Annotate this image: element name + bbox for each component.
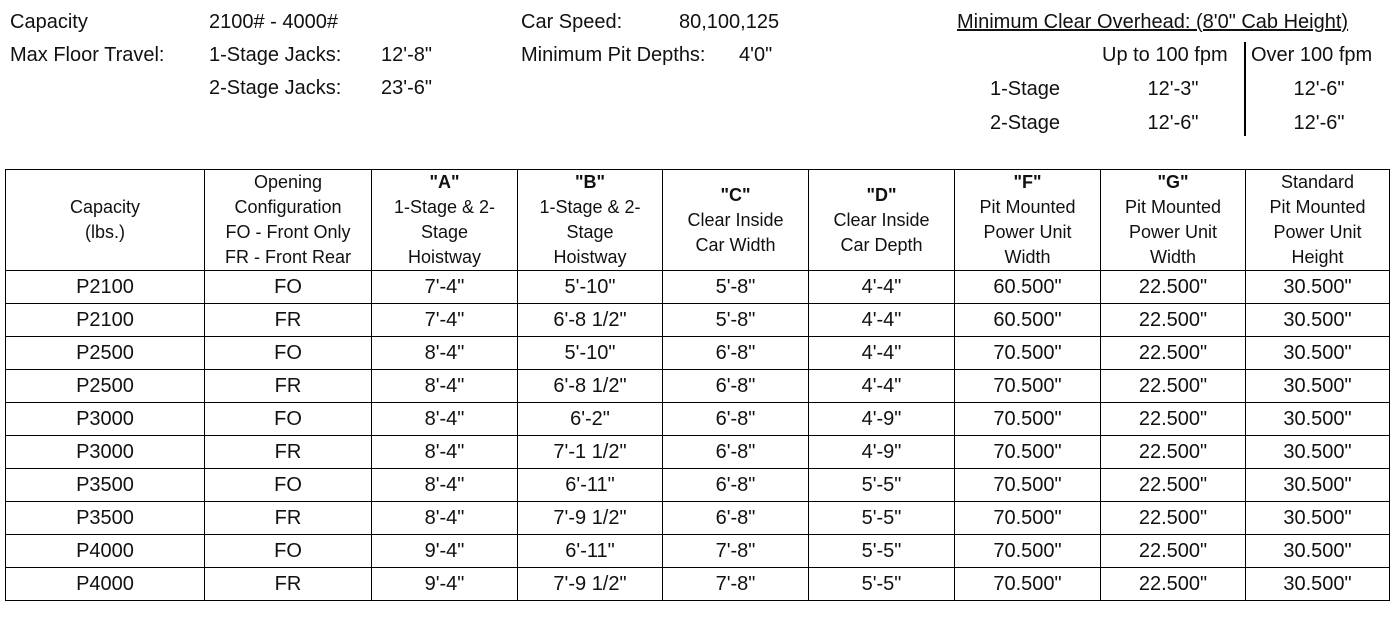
table-cell: FO (205, 271, 372, 304)
column-header (1246, 170, 1390, 271)
table-cell: 6'-8" (663, 337, 809, 370)
table-cell: 22.500" (1101, 469, 1246, 502)
table-cell: P2500 (6, 370, 205, 403)
table-cell: P3500 (6, 469, 205, 502)
table-row (6, 535, 1390, 568)
header-line: Pit Mounted (1124, 197, 1222, 217)
header-line: Standard (1280, 172, 1355, 192)
header-line: Width (1004, 247, 1051, 267)
table-row (6, 304, 1390, 337)
table-cell: P3000 (6, 436, 205, 469)
column-header (1101, 170, 1246, 271)
table-cell: 30.500" (1246, 403, 1390, 436)
table-cell: 30.500" (1246, 271, 1390, 304)
header-line: Clear Inside (687, 209, 784, 230)
table-cell: 22.500" (1101, 436, 1246, 469)
table-cell: P2500 (6, 337, 205, 370)
table-cell: 6'-2" (518, 403, 663, 436)
table-cell: 8'-4" (372, 403, 518, 436)
one-stage-label: 1-Stage Jacks: (209, 44, 342, 66)
table-cell: 4'-4" (809, 337, 955, 370)
table-cell: 4'-4" (809, 370, 955, 403)
table-cell: 6'-8" (663, 370, 809, 403)
header-line: Pit Mounted (979, 197, 1076, 217)
table-cell: 8'-4" (372, 436, 518, 469)
table-cell: 7'-9 1/2" (518, 568, 663, 601)
table-cell: 5'-5" (809, 469, 955, 502)
table-cell: FO (205, 469, 372, 502)
table-cell: 6'-8" (663, 436, 809, 469)
overhead-row-value: 12'-6" (1293, 112, 1345, 134)
column-header (205, 170, 372, 271)
header-line: Hoistway (407, 247, 482, 267)
table-cell: FR (205, 370, 372, 403)
table-cell: P2100 (6, 304, 205, 337)
header-line: (lbs.) (85, 222, 125, 242)
table-row (6, 436, 1390, 469)
table-cell: 5'-5" (809, 502, 955, 535)
table-cell: 7'-1 1/2" (518, 436, 663, 469)
column-header (518, 170, 663, 271)
table-cell: 5'-8" (663, 304, 809, 337)
table-cell: 22.500" (1101, 370, 1246, 403)
header-line: Opening (253, 172, 323, 192)
table-cell: 5'-10" (518, 337, 663, 370)
table-cell: 8'-4" (372, 502, 518, 535)
table-cell: 22.500" (1101, 535, 1246, 568)
table-cell: 6'-8" (663, 403, 809, 436)
header-line: Configuration (234, 197, 342, 217)
capacity-value: 2100# - 4000# (209, 11, 339, 33)
table-cell: 22.500" (1101, 271, 1246, 304)
table-cell: 30.500" (1246, 436, 1390, 469)
table-cell: FR (205, 502, 372, 535)
header-line: 1-Stage & 2- (393, 197, 496, 217)
table-row (6, 370, 1390, 403)
table-row (6, 337, 1390, 370)
table-cell: 70.500" (955, 502, 1101, 535)
table-cell: P3000 (6, 403, 205, 436)
two-stage-label: 2-Stage Jacks: (209, 77, 342, 99)
pit-depth-label: Minimum Pit Depths: (521, 44, 706, 66)
header-line: Height (1291, 247, 1344, 267)
two-stage-value: 23'-6" (381, 77, 432, 99)
table-cell: 8'-4" (372, 370, 518, 403)
table-cell: 4'-4" (809, 304, 955, 337)
header-line: Car Depth (840, 234, 923, 255)
table-cell: 30.500" (1246, 568, 1390, 601)
car-speed-label: Car Speed: (521, 11, 623, 33)
table-cell: FR (205, 436, 372, 469)
table-cell: 30.500" (1246, 304, 1390, 337)
overhead-row-value: 12'-6" (1147, 112, 1199, 134)
table-cell: 8'-4" (372, 337, 518, 370)
table-cell: 4'-9" (809, 403, 955, 436)
header-line: Hoistway (553, 247, 627, 267)
table-cell: 30.500" (1246, 370, 1390, 403)
table-cell: 70.500" (955, 469, 1101, 502)
table-cell: FO (205, 535, 372, 568)
header-line: Capacity (69, 197, 141, 217)
header-line: Pit Mounted (1269, 197, 1366, 217)
table-cell: 60.500" (955, 271, 1101, 304)
table-cell: 22.500" (1101, 403, 1246, 436)
table-cell: P3500 (6, 502, 205, 535)
header-line: Width (1149, 247, 1196, 267)
table-cell: 7'-9 1/2" (518, 502, 663, 535)
table-cell: 5'-10" (518, 271, 663, 304)
header-line: Power Unit (1273, 222, 1362, 242)
table-cell: 22.500" (1101, 337, 1246, 370)
spec-table-body (6, 271, 1390, 601)
table-cell: 5'-5" (809, 568, 955, 601)
spec-table-header (6, 170, 1390, 271)
overhead-col-over-100: Over 100 fpm (1251, 44, 1373, 66)
table-cell: P2100 (6, 271, 205, 304)
overhead-row-label: 2-Stage (990, 112, 1061, 134)
table-cell: 30.500" (1246, 502, 1390, 535)
overhead-col-up-to-100: Up to 100 fpm (1102, 44, 1228, 66)
table-cell: 4'-9" (809, 436, 955, 469)
table-cell: 22.500" (1101, 304, 1246, 337)
header-line: FO - Front Only (225, 222, 351, 242)
pit-depth-value: 4'0" (739, 44, 773, 66)
table-cell: 70.500" (955, 568, 1101, 601)
column-header (6, 170, 205, 271)
header-letter: "C" (720, 184, 751, 205)
table-row (6, 403, 1390, 436)
table-cell: FO (205, 337, 372, 370)
column-header (372, 170, 518, 271)
table-cell: FR (205, 304, 372, 337)
table-cell: 30.500" (1246, 469, 1390, 502)
table-cell: FR (205, 568, 372, 601)
table-cell: 30.500" (1246, 535, 1390, 568)
capacity-label: Capacity (10, 11, 88, 33)
table-cell: 7'-8" (663, 568, 809, 601)
column-header (955, 170, 1101, 271)
header-letter: "F" (1013, 172, 1042, 192)
table-cell: 7'-8" (663, 535, 809, 568)
header-letter: "B" (574, 172, 606, 192)
overhead-row-value: 12'-6" (1293, 78, 1345, 100)
one-stage-value: 12'-8" (381, 44, 432, 66)
header-line: Power Unit (983, 222, 1072, 242)
table-cell: 6'-11" (518, 535, 663, 568)
table-cell: P4000 (6, 535, 205, 568)
table-row (6, 502, 1390, 535)
header-letter: "A" (429, 172, 460, 192)
table-cell: FO (205, 403, 372, 436)
table-row (6, 271, 1390, 304)
column-header (663, 170, 809, 271)
table-cell: 22.500" (1101, 502, 1246, 535)
car-speed-value: 80,100,125 (679, 11, 780, 33)
max-travel-label: Max Floor Travel: (10, 44, 165, 66)
table-cell: 60.500" (955, 304, 1101, 337)
table-cell: 22.500" (1101, 568, 1246, 601)
spec-table (5, 169, 1390, 601)
header-line: FR - Front Rear (224, 247, 352, 267)
table-cell: P4000 (6, 568, 205, 601)
table-cell: 70.500" (955, 535, 1101, 568)
header-line: Stage (566, 222, 614, 242)
table-cell: 6'-11" (518, 469, 663, 502)
table-cell: 7'-4" (372, 271, 518, 304)
table-cell: 4'-4" (809, 271, 955, 304)
header-line: Car Width (695, 234, 776, 255)
column-header (809, 170, 955, 271)
header-letter: "D" (866, 184, 897, 205)
table-cell: 8'-4" (372, 469, 518, 502)
overhead-row-value: 12'-3" (1147, 78, 1199, 100)
table-cell: 70.500" (955, 337, 1101, 370)
header-line: Stage (420, 222, 469, 242)
header-letter: "G" (1157, 172, 1189, 192)
table-cell: 6'-8 1/2" (518, 304, 663, 337)
header-line: Power Unit (1128, 222, 1218, 242)
table-cell: 5'-8" (663, 271, 809, 304)
header-line: 1-Stage & 2- (539, 197, 641, 217)
table-row (6, 469, 1390, 502)
table-cell: 5'-5" (809, 535, 955, 568)
table-cell: 70.500" (955, 370, 1101, 403)
overhead-divider (1244, 42, 1246, 136)
table-cell: 70.500" (955, 436, 1101, 469)
overhead-title: Minimum Clear Overhead: (8'0" Cab Height) (957, 11, 1349, 33)
table-cell: 6'-8" (663, 469, 809, 502)
table-cell: 6'-8" (663, 502, 809, 535)
table-cell: 9'-4" (372, 535, 518, 568)
table-cell: 30.500" (1246, 337, 1390, 370)
table-cell: 9'-4" (372, 568, 518, 601)
header-line: Clear Inside (833, 209, 930, 230)
table-row (6, 568, 1390, 601)
overhead-row-label: 1-Stage (990, 78, 1061, 100)
table-cell: 70.500" (955, 403, 1101, 436)
table-cell: 7'-4" (372, 304, 518, 337)
table-cell: 6'-8 1/2" (518, 370, 663, 403)
